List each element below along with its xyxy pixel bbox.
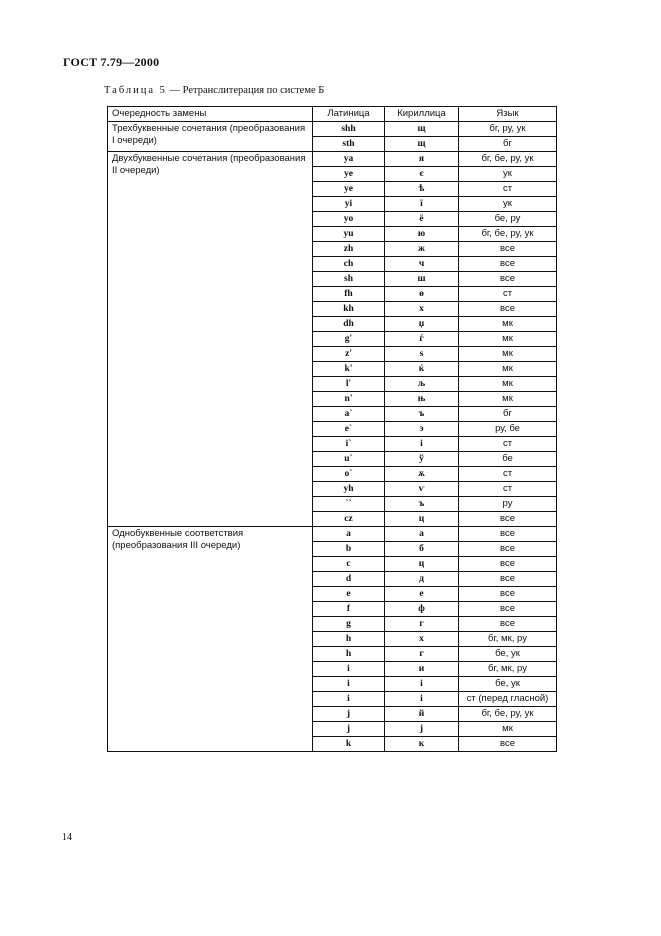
cyrillic-cell: ю bbox=[385, 227, 459, 242]
cyrillic-cell: ѳ bbox=[385, 287, 459, 302]
latin-cell: e bbox=[313, 587, 385, 602]
cyrillic-cell: ѫ bbox=[385, 467, 459, 482]
cyrillic-cell: ѓ bbox=[385, 332, 459, 347]
cyrillic-cell: э bbox=[385, 422, 459, 437]
cyrillic-cell: ч bbox=[385, 257, 459, 272]
table-caption-text: — Ретранслитерация по системе Б bbox=[169, 85, 325, 96]
cyrillic-cell: д bbox=[385, 572, 459, 587]
cyrillic-cell: і bbox=[385, 437, 459, 452]
language-cell: все bbox=[459, 617, 557, 632]
language-cell: мк bbox=[459, 347, 557, 362]
language-cell: ст bbox=[459, 182, 557, 197]
latin-cell: yo bbox=[313, 212, 385, 227]
cyrillic-cell: љ bbox=[385, 377, 459, 392]
language-cell: все bbox=[459, 512, 557, 527]
latin-cell: yi bbox=[313, 197, 385, 212]
cyrillic-cell: щ bbox=[385, 122, 459, 137]
language-cell: бе, ук bbox=[459, 677, 557, 692]
cyrillic-cell: ъ bbox=[385, 407, 459, 422]
latin-cell: zh bbox=[313, 242, 385, 257]
cyrillic-cell: ё bbox=[385, 212, 459, 227]
table-row bbox=[108, 122, 557, 137]
cyrillic-cell: ї bbox=[385, 197, 459, 212]
language-cell: бг bbox=[459, 137, 557, 152]
cyrillic-cell: б bbox=[385, 542, 459, 557]
latin-cell: i bbox=[313, 692, 385, 707]
cyrillic-cell: ѵ bbox=[385, 482, 459, 497]
language-cell: все bbox=[459, 257, 557, 272]
table-row bbox=[108, 152, 557, 167]
latin-cell: n' bbox=[313, 392, 385, 407]
language-cell: бг, бе, ру, ук bbox=[459, 227, 557, 242]
cyrillic-cell: ж bbox=[385, 242, 459, 257]
latin-cell: u` bbox=[313, 452, 385, 467]
latin-cell: e` bbox=[313, 422, 385, 437]
language-cell: ру, бе bbox=[459, 422, 557, 437]
group-label: Двухбуквенные сочетания (преобразования II очереди) bbox=[108, 152, 313, 527]
language-cell: все bbox=[459, 572, 557, 587]
latin-cell: `` bbox=[313, 497, 385, 512]
language-cell: бг, бе, ру, ук bbox=[459, 152, 557, 167]
language-cell: все bbox=[459, 272, 557, 287]
language-cell: ук bbox=[459, 197, 557, 212]
cyrillic-cell: і bbox=[385, 677, 459, 692]
cyrillic-cell: ъ bbox=[385, 497, 459, 512]
latin-cell: ch bbox=[313, 257, 385, 272]
language-cell: все bbox=[459, 737, 557, 752]
language-cell: бе, ру bbox=[459, 212, 557, 227]
latin-cell: sth bbox=[313, 137, 385, 152]
language-cell: ст bbox=[459, 467, 557, 482]
document-id: ГОСТ 7.79—2000 bbox=[63, 55, 160, 69]
cyrillic-cell: ш bbox=[385, 272, 459, 287]
cyrillic-cell: ц bbox=[385, 557, 459, 572]
cyrillic-cell: ќ bbox=[385, 362, 459, 377]
column-header-latin: Латиница bbox=[313, 107, 385, 122]
cyrillic-cell: г bbox=[385, 617, 459, 632]
cyrillic-cell: њ bbox=[385, 392, 459, 407]
retransliteration-table bbox=[107, 106, 557, 752]
cyrillic-cell: ѣ bbox=[385, 182, 459, 197]
latin-cell: z' bbox=[313, 347, 385, 362]
language-cell: бг, бе, ру, ук bbox=[459, 707, 557, 722]
language-cell: ру bbox=[459, 497, 557, 512]
language-cell: мк bbox=[459, 317, 557, 332]
language-cell: все bbox=[459, 242, 557, 257]
language-cell: мк bbox=[459, 362, 557, 377]
language-cell: ук bbox=[459, 167, 557, 182]
latin-cell: cz bbox=[313, 512, 385, 527]
language-cell: бе, ук bbox=[459, 647, 557, 662]
language-cell: все bbox=[459, 602, 557, 617]
cyrillic-cell: ф bbox=[385, 602, 459, 617]
latin-cell: c bbox=[313, 557, 385, 572]
cyrillic-cell: џ bbox=[385, 317, 459, 332]
table-body bbox=[108, 122, 557, 752]
table-row bbox=[108, 527, 557, 542]
table-header-row bbox=[108, 107, 557, 122]
latin-cell: f bbox=[313, 602, 385, 617]
column-header-cyrillic: Кириллица bbox=[385, 107, 459, 122]
language-cell: бе bbox=[459, 452, 557, 467]
cyrillic-cell: щ bbox=[385, 137, 459, 152]
language-cell: ст (перед гласной) bbox=[459, 692, 557, 707]
latin-cell: j bbox=[313, 707, 385, 722]
language-cell: все bbox=[459, 542, 557, 557]
language-cell: мк bbox=[459, 392, 557, 407]
language-cell: ст bbox=[459, 437, 557, 452]
latin-cell: ye bbox=[313, 167, 385, 182]
cyrillic-cell: і bbox=[385, 692, 459, 707]
latin-cell: g bbox=[313, 617, 385, 632]
latin-cell: shh bbox=[313, 122, 385, 137]
language-cell: бг, ру, ук bbox=[459, 122, 557, 137]
table-caption bbox=[104, 85, 324, 96]
language-cell: мк bbox=[459, 722, 557, 737]
language-cell: все bbox=[459, 527, 557, 542]
language-cell: бг, мк, ру bbox=[459, 632, 557, 647]
latin-cell: i` bbox=[313, 437, 385, 452]
group-label: Трехбуквенные сочетания (преобразования I очереди) bbox=[108, 122, 313, 152]
latin-cell: sh bbox=[313, 272, 385, 287]
language-cell: ст bbox=[459, 287, 557, 302]
language-cell: ст bbox=[459, 482, 557, 497]
cyrillic-cell: ј bbox=[385, 722, 459, 737]
cyrillic-cell: к bbox=[385, 737, 459, 752]
language-cell: все bbox=[459, 302, 557, 317]
cyrillic-cell: г bbox=[385, 647, 459, 662]
cyrillic-cell: є bbox=[385, 167, 459, 182]
latin-cell: a bbox=[313, 527, 385, 542]
column-header-order: Очередность замены bbox=[108, 107, 313, 122]
language-cell: все bbox=[459, 557, 557, 572]
latin-cell: h bbox=[313, 647, 385, 662]
cyrillic-cell: я bbox=[385, 152, 459, 167]
cyrillic-cell: и bbox=[385, 662, 459, 677]
page-number: 14 bbox=[62, 832, 72, 843]
language-cell: бг bbox=[459, 407, 557, 422]
cyrillic-cell: й bbox=[385, 707, 459, 722]
cyrillic-cell: х bbox=[385, 302, 459, 317]
latin-cell: a` bbox=[313, 407, 385, 422]
latin-cell: b bbox=[313, 542, 385, 557]
latin-cell: h bbox=[313, 632, 385, 647]
latin-cell: ye bbox=[313, 182, 385, 197]
cyrillic-cell: а bbox=[385, 527, 459, 542]
language-cell: мк bbox=[459, 377, 557, 392]
latin-cell: dh bbox=[313, 317, 385, 332]
column-header-language: Язык bbox=[459, 107, 557, 122]
language-cell: все bbox=[459, 587, 557, 602]
cyrillic-cell: х bbox=[385, 632, 459, 647]
latin-cell: kh bbox=[313, 302, 385, 317]
language-cell: бг, мк, ру bbox=[459, 662, 557, 677]
latin-cell: yu bbox=[313, 227, 385, 242]
latin-cell: ya bbox=[313, 152, 385, 167]
cyrillic-cell: ц bbox=[385, 512, 459, 527]
latin-cell: j bbox=[313, 722, 385, 737]
latin-cell: i bbox=[313, 662, 385, 677]
cyrillic-cell: ў bbox=[385, 452, 459, 467]
latin-cell: d bbox=[313, 572, 385, 587]
language-cell: мк bbox=[459, 332, 557, 347]
latin-cell: fh bbox=[313, 287, 385, 302]
latin-cell: l' bbox=[313, 377, 385, 392]
cyrillic-cell: ѕ bbox=[385, 347, 459, 362]
latin-cell: k' bbox=[313, 362, 385, 377]
latin-cell: o` bbox=[313, 467, 385, 482]
table-caption-label: Таблица 5 bbox=[104, 85, 167, 96]
latin-cell: i bbox=[313, 677, 385, 692]
latin-cell: k bbox=[313, 737, 385, 752]
group-label: Однобуквенные соответствия (преобразования III очереди) bbox=[108, 527, 313, 752]
cyrillic-cell: е bbox=[385, 587, 459, 602]
latin-cell: yh bbox=[313, 482, 385, 497]
latin-cell: g' bbox=[313, 332, 385, 347]
